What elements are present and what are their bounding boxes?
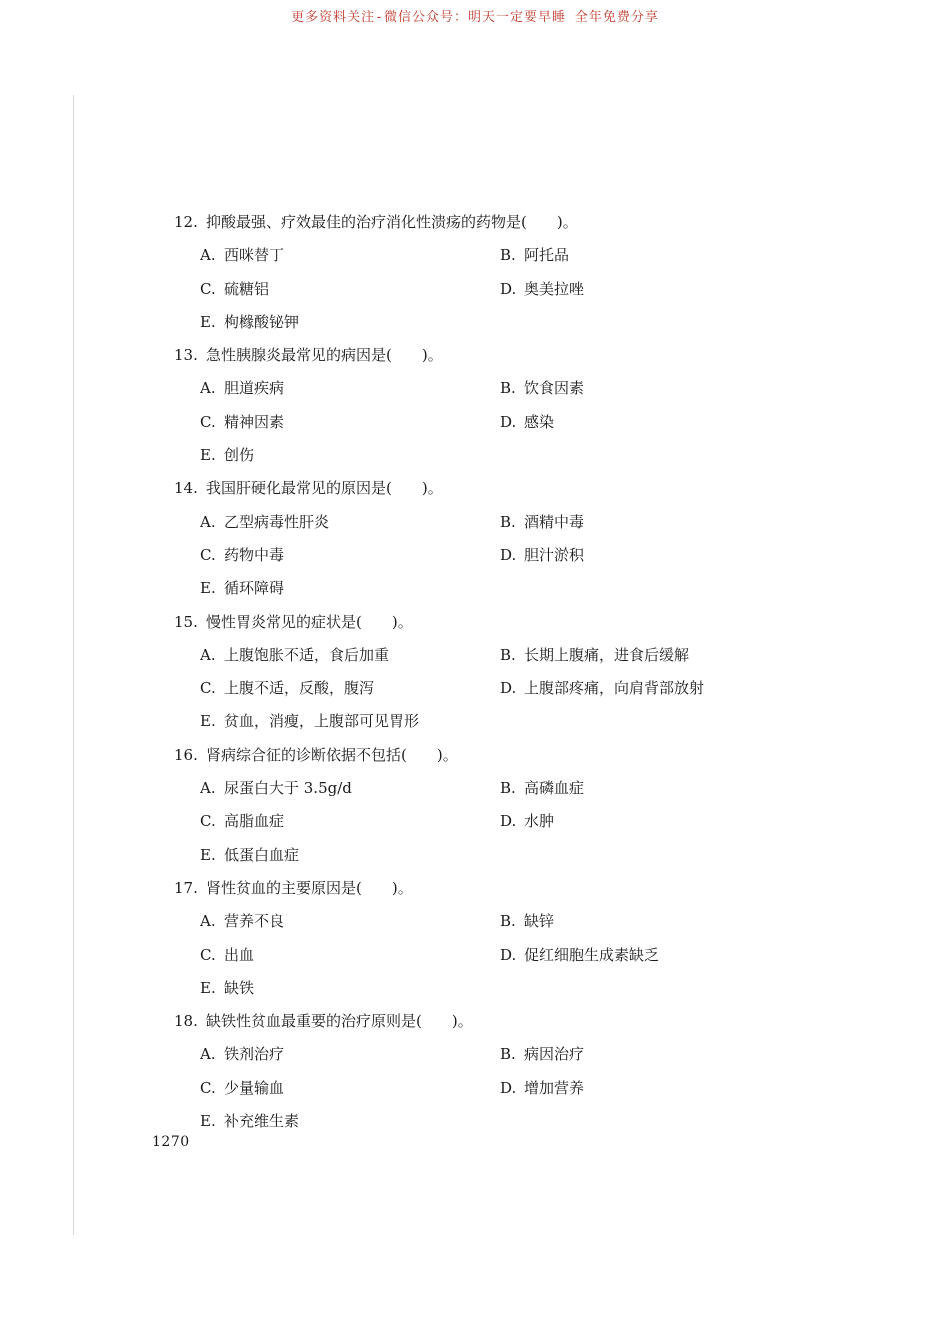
option-letter: C. [200, 812, 216, 831]
option-letter: D. [500, 279, 517, 298]
option-text: 缺锌 [524, 912, 555, 931]
option-row [174, 809, 774, 842]
option [200, 243, 284, 267]
question-stem [174, 610, 774, 643]
option-row [174, 443, 774, 476]
watermark-banner: 更多资料关注-微信公众号：明天一定要早睡 全年免费分享 [291, 10, 659, 25]
question-block [174, 876, 774, 1009]
option-text: 精神因素 [224, 412, 285, 431]
question-text: 慢性胃炎常见的症状是( )。 [206, 612, 413, 631]
option-letter: B. [500, 512, 516, 531]
option-letter: C. [200, 679, 216, 698]
question-text: 肾病综合征的诊断依据不包括( )。 [206, 745, 458, 764]
option [200, 1076, 284, 1100]
option-letter: A. [200, 912, 216, 931]
question-stem [174, 210, 774, 243]
option-letter: E. [200, 446, 216, 465]
option-letter: C. [200, 1078, 216, 1097]
question-text: 肾性贫血的主要原因是( )。 [206, 878, 413, 897]
option-text: 奥美拉唑 [524, 279, 585, 298]
option [200, 909, 284, 933]
option-row [174, 1076, 774, 1109]
option-letter: E. [200, 712, 216, 731]
option-letter: B. [500, 379, 516, 398]
option-text: 阿托品 [524, 246, 570, 265]
option [200, 809, 284, 833]
option-letter: A. [200, 512, 216, 531]
option-text: 乙型病毒性肝炎 [224, 512, 330, 531]
option-letter: B. [500, 246, 516, 265]
option-text: 饮食因素 [524, 379, 585, 398]
option [500, 809, 554, 833]
option-text: 补充维生素 [224, 1112, 300, 1131]
option-text: 铁剂治疗 [224, 1045, 285, 1064]
option-text: 高磷血症 [524, 779, 585, 798]
option-text: 病因治疗 [524, 1045, 585, 1064]
option [200, 643, 389, 667]
option-row [174, 676, 774, 709]
option-text: 上腹不适，反酸，腹泻 [224, 679, 375, 698]
option [200, 510, 329, 534]
option-row [174, 543, 774, 576]
option [200, 376, 284, 400]
option-text: 上腹部疼痛，向肩背部放射 [524, 679, 705, 698]
option-letter: C. [200, 545, 216, 564]
option-text: 尿蛋白大于 3.5g/d [224, 779, 352, 798]
option [500, 543, 584, 567]
question-number: 12. [174, 213, 198, 231]
option-text: 枸橼酸铋钾 [224, 312, 300, 331]
option-row [174, 909, 774, 942]
option-text: 促红细胞生成素缺乏 [524, 945, 660, 964]
option-text: 营养不良 [224, 912, 285, 931]
option-text: 循环障碍 [224, 579, 285, 598]
option-letter: B. [500, 645, 516, 664]
option [500, 909, 554, 933]
option-letter: A. [200, 1045, 216, 1064]
option-letter: B. [500, 779, 516, 798]
option [200, 843, 299, 867]
question-text: 急性胰腺炎最常见的病因是( )。 [206, 346, 443, 365]
option [500, 676, 704, 700]
question-block [174, 610, 774, 743]
question-stem [174, 343, 774, 376]
option-letter: E. [200, 978, 216, 997]
option-text: 长期上腹痛，进食后缓解 [524, 645, 690, 664]
question-number: 14. [174, 479, 198, 498]
option-letter: D. [500, 412, 517, 431]
option-letter: A. [200, 645, 216, 664]
option-text: 高脂血症 [224, 812, 285, 831]
option-text: 胆汁淤积 [524, 545, 585, 564]
option-text: 西咪替丁 [224, 246, 285, 265]
option-row [174, 709, 774, 742]
option-letter: C. [200, 279, 216, 298]
option-row [174, 277, 774, 310]
option-letter: B. [500, 1045, 516, 1064]
option [500, 243, 569, 267]
option [200, 576, 284, 600]
option-row [174, 576, 774, 609]
question-list [174, 210, 774, 1142]
question-block [174, 1009, 774, 1142]
option [200, 443, 254, 467]
question-text: 抑酸最强、疗效最佳的治疗消化性溃疡的药物是( )。 [206, 213, 578, 231]
option-text: 药物中毒 [224, 545, 285, 564]
question-number: 13. [174, 346, 198, 365]
option [200, 943, 254, 967]
option [500, 1076, 584, 1100]
question-stem [174, 876, 774, 909]
page-number: 1270 [152, 1134, 190, 1150]
question-block [174, 343, 774, 476]
option-row [174, 976, 774, 1009]
option-letter: B. [500, 912, 516, 931]
question-number: 17. [174, 878, 198, 897]
option-letter: D. [500, 945, 517, 964]
option-letter: D. [500, 679, 517, 698]
question-stem [174, 743, 774, 776]
option [500, 510, 584, 534]
question-number: 15. [174, 612, 198, 631]
option [200, 543, 284, 567]
option-row [174, 943, 774, 976]
option [200, 709, 419, 733]
option [200, 976, 254, 1000]
option-row [174, 843, 774, 876]
option-text: 酒精中毒 [524, 512, 585, 531]
option [500, 943, 659, 967]
option [200, 310, 299, 334]
option-text: 贫血，消瘦，上腹部可见胃形 [224, 712, 420, 731]
option [500, 277, 584, 301]
question-number: 16. [174, 745, 198, 764]
option-text: 感染 [524, 412, 555, 431]
option-row [174, 510, 774, 543]
option-row [174, 776, 774, 809]
option-letter: A. [200, 779, 216, 798]
option [500, 1042, 584, 1066]
question-number: 18. [174, 1012, 198, 1031]
option-letter: C. [200, 412, 216, 431]
option-text: 低蛋白血症 [224, 845, 300, 864]
question-stem [174, 1009, 774, 1042]
question-block [174, 476, 774, 609]
option-text: 胆道疾病 [224, 379, 285, 398]
option-letter: E. [200, 1112, 216, 1131]
option [500, 410, 554, 434]
option [200, 1042, 284, 1066]
option-letter: C. [200, 945, 216, 964]
option-text: 水肿 [524, 812, 555, 831]
option [200, 676, 374, 700]
option-text: 少量输血 [224, 1078, 285, 1097]
question-block [174, 210, 774, 343]
question-stem [174, 476, 774, 509]
option-letter: E. [200, 312, 216, 331]
option [200, 776, 352, 800]
option-row [174, 1109, 774, 1142]
option-row [174, 310, 774, 343]
option-text: 增加营养 [524, 1078, 585, 1097]
option-letter: D. [500, 812, 517, 831]
option-letter: E. [200, 845, 216, 864]
option-row [174, 410, 774, 443]
option [500, 776, 584, 800]
option [500, 643, 689, 667]
option-row [174, 1042, 774, 1075]
question-block [174, 743, 774, 876]
option-row [174, 376, 774, 409]
option-text: 上腹饱胀不适，食后加重 [224, 645, 390, 664]
option [200, 410, 284, 434]
option-row [174, 643, 774, 676]
option-text: 创伤 [224, 446, 255, 465]
option-text: 硫糖铝 [224, 279, 270, 298]
option-letter: D. [500, 1078, 517, 1097]
option-letter: E. [200, 579, 216, 598]
option-letter: A. [200, 246, 216, 265]
option-text: 出血 [224, 945, 255, 964]
scan-margin-line [73, 95, 74, 1235]
option-letter: D. [500, 545, 517, 564]
question-text: 缺铁性贫血最重要的治疗原则是( )。 [206, 1012, 473, 1031]
option [200, 1109, 299, 1133]
option [500, 376, 584, 400]
option-text: 缺铁 [224, 978, 255, 997]
option-row [174, 243, 774, 276]
question-text: 我国肝硬化最常见的原因是( )。 [206, 479, 443, 498]
option [200, 277, 269, 301]
option-letter: A. [200, 379, 216, 398]
